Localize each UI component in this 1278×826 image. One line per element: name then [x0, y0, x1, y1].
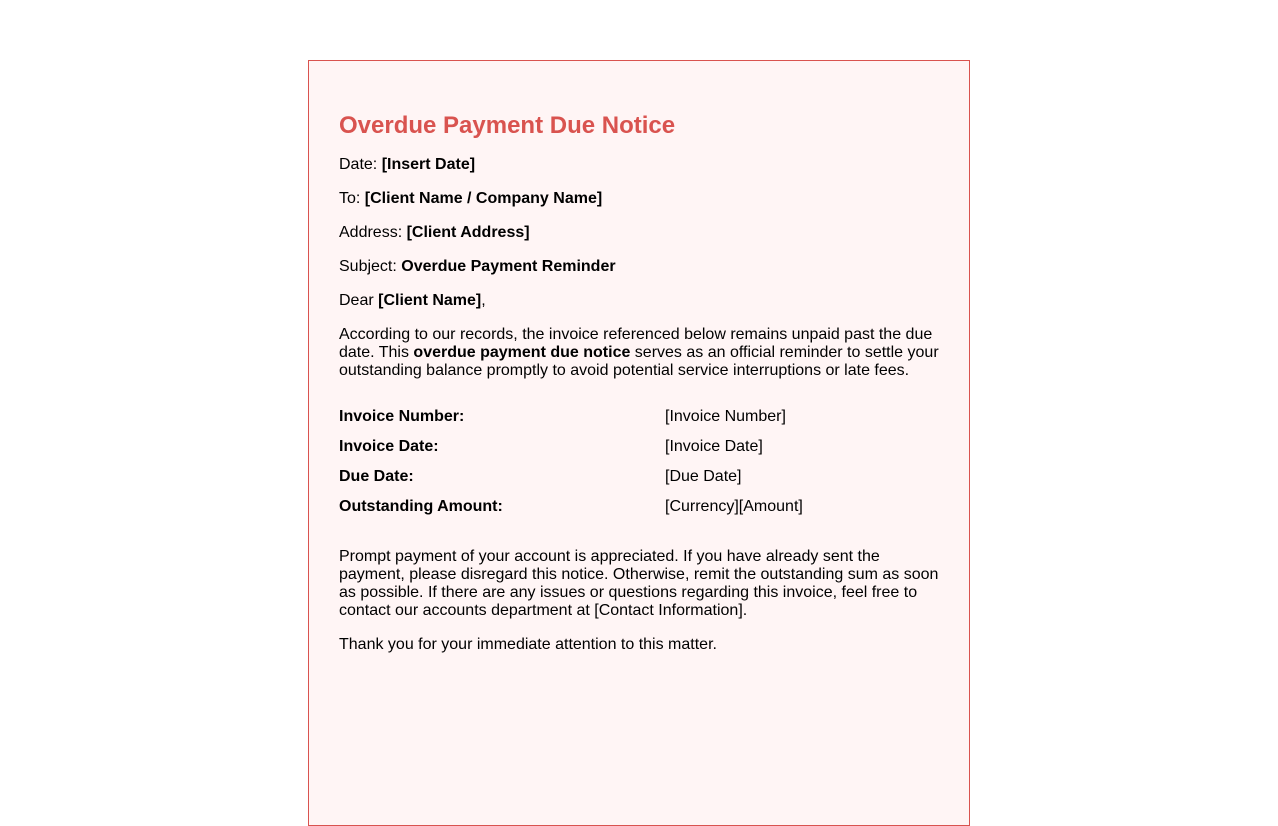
date-line [339, 156, 939, 174]
address-value: [Client Address] [406, 224, 530, 241]
page-title: Overdue Payment Due Notice [339, 112, 676, 139]
intro-text: According to our records, the invoice referenced below remains unpaid past the due date. This [339, 326, 933, 361]
greeting-name: [Client Name] [378, 292, 482, 309]
outstanding-amount-label: Outstanding Amount: [339, 498, 503, 515]
date-value: [Insert Date] [381, 156, 476, 173]
greeting-suffix: , [481, 292, 486, 309]
to-line [339, 190, 939, 208]
due-date-value: [Due Date] [665, 468, 742, 485]
to-label: To: [339, 190, 365, 207]
invoice-date-label: Invoice Date: [339, 438, 439, 455]
due-date-label: Due Date: [339, 468, 414, 485]
intro-paragraph [339, 326, 939, 380]
intro-text-end: serves as an official reminder to settle your outstanding balance promptly to avoid potential service interruptions or late fees. [339, 344, 939, 379]
to-value: [Client Name / Company Name] [364, 190, 603, 207]
invoice-number-label: Invoice Number: [339, 408, 465, 425]
table-row [339, 462, 939, 492]
thanks-line: Thank you for your immediate attention to this matter. [339, 636, 717, 653]
invoice-table [339, 402, 939, 522]
subject-value: Overdue Payment Reminder [401, 258, 616, 275]
invoice-number-value: [Invoice Number] [665, 408, 786, 425]
table-row [339, 492, 939, 522]
address-line [339, 224, 939, 242]
greeting-prefix: Dear [339, 292, 379, 309]
table-row [339, 402, 939, 432]
closing-paragraph: Prompt payment of your account is appreciated. If you have already sent the payment, please disregard this notice. Otherwise, remit the outstanding sum as soon as possible. If there are any issues or questions regarding this invoice, feel free to contact our accounts department at [Contact Information]. [339, 548, 939, 619]
notice-letter [308, 60, 970, 826]
subject-label: Subject: [339, 258, 402, 275]
invoice-date-value: [Invoice Date] [665, 438, 763, 455]
address-label: Address: [339, 224, 407, 241]
outstanding-amount-value: [Currency][Amount] [665, 498, 803, 515]
greeting [339, 292, 939, 310]
subject-line [339, 258, 939, 276]
date-label: Date: [339, 156, 382, 173]
intro-emphasis: overdue payment due notice [413, 344, 631, 361]
table-row [339, 432, 939, 462]
